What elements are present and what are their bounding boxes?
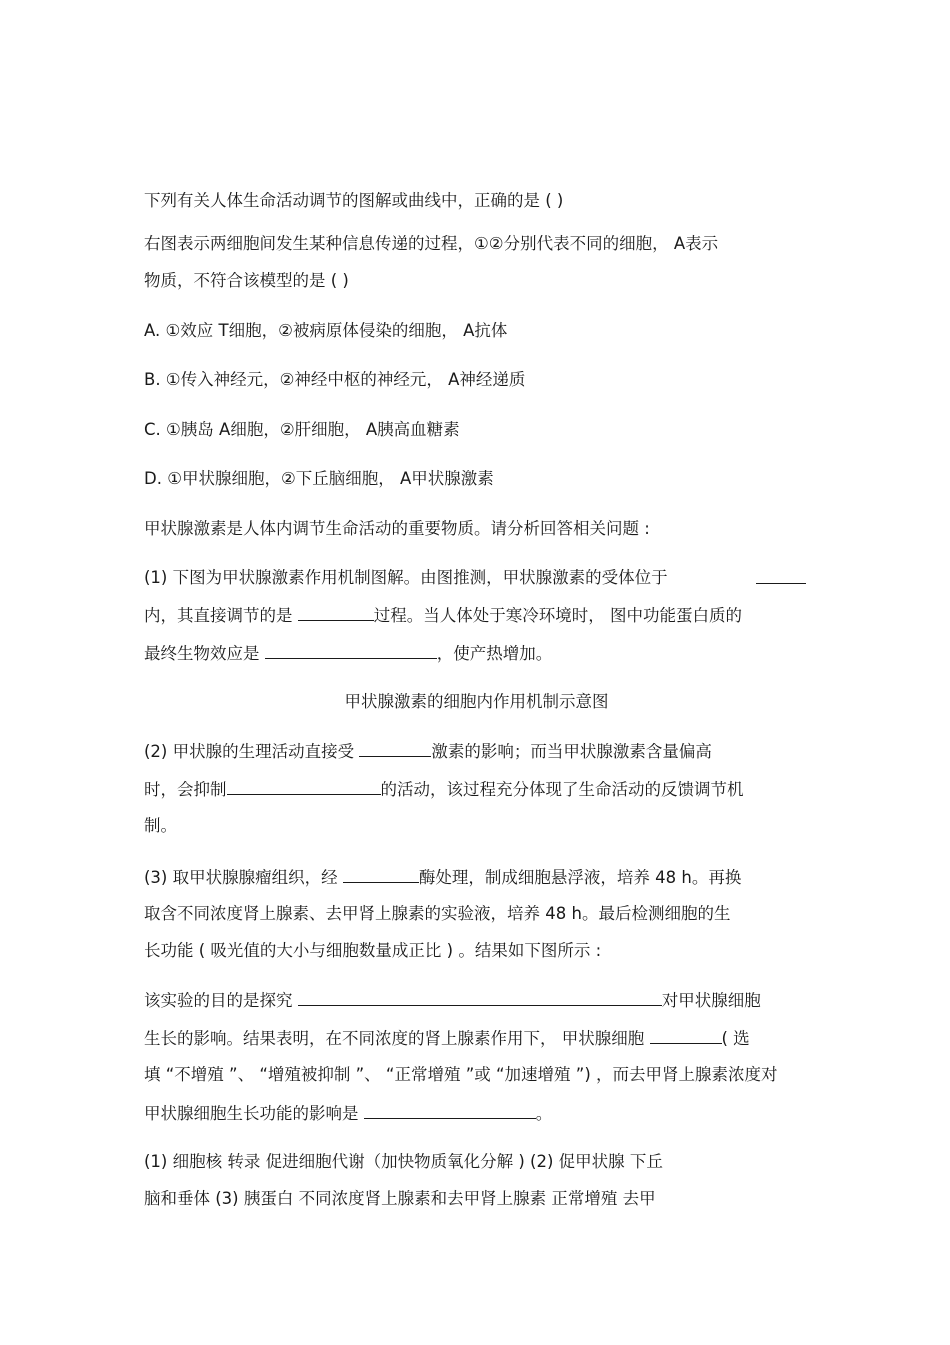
answer-blank [298, 989, 662, 1006]
answer-blank [364, 1102, 536, 1119]
part-1-line-3 [144, 642, 809, 665]
part-1-text: (1) 下图为甲状腺激素作用机制图解。由图推测，甲状腺激素的受体位于 [144, 568, 668, 587]
part-4-text: 该实验的目的是探究 [144, 991, 298, 1010]
question-3-intro: 甲状腺激素是人体内调节生命活动的重要物质。请分析回答相关问题 : [144, 519, 650, 538]
answer-blank [650, 1027, 722, 1044]
part-2-text: 时，会抑制 [144, 780, 227, 799]
part-4-text: 对甲状腺细胞 [661, 991, 761, 1010]
question-1: 下列有关人体生命活动调节的图解或曲线中，正确的是 ( ) [144, 191, 564, 210]
part-3-line-3: 长功能 ( 吸光值的大小与细胞数量成正比 ) 。结果如下图所示 : [144, 941, 602, 960]
part-4-line-4 [144, 1102, 809, 1125]
answer-line-2: 脑和垂体 (3) 胰蛋白 不同浓度肾上腺素和去甲肾上腺素 正常增殖 去甲 [144, 1189, 656, 1208]
part-2-line-1 [144, 740, 809, 763]
part-3-line-2: 取含不同浓度肾上腺素、去甲肾上腺素的实验液，培养 48 h。最后检测细胞的生 [144, 904, 731, 923]
answer-blank [359, 740, 431, 757]
option-b: B. ①传入神经元，②神经中枢的神经元， A神经递质 [144, 370, 526, 389]
option-c: C. ①胰岛 A细胞，②肝细胞， A胰高血糖素 [144, 420, 460, 439]
part-1-text: ，使产热增加。 [436, 644, 553, 663]
part-1-line-1 [144, 567, 809, 589]
part-4-text: ( 选 [721, 1029, 750, 1048]
option-d: D. ①甲状腺细胞，②下丘脑细胞， A甲状腺激素 [144, 469, 494, 488]
answer-blank [265, 642, 437, 659]
option-a: A. ①效应 T细胞，②被病原体侵染的细胞， A抗体 [144, 321, 508, 340]
part-4-line-2 [144, 1027, 809, 1050]
answer-blank [343, 866, 419, 883]
part-2-line-2 [144, 778, 809, 801]
part-4-line-3: 填 “不增殖 ”、 “增殖被抑制 ”、 “正常增殖 ”或 “加速增殖 ”) ，而去甲肾上腺素浓度对 [144, 1065, 778, 1084]
part-4-text: 甲状腺细胞生长功能的影响是 [144, 1104, 364, 1123]
answer-blank [227, 778, 381, 795]
question-2-stem-line-1: 右图表示两细胞间发生某种信息传递的过程，①②分别代表不同的细胞， A表示 [144, 234, 719, 253]
answer-blank [298, 604, 374, 621]
answer-line-1: (1) 细胞核 转录 促进细胞代谢（加快物质氧化分解 ) (2) 促甲状腺 下丘 [144, 1152, 663, 1171]
part-4-text: 。 [535, 1104, 553, 1123]
part-2-text: 激素的影响；而当甲状腺激素含量偏高 [431, 742, 712, 761]
part-2-text: 的活动，该过程充分体现了生命活动的反馈调节机 [380, 780, 744, 799]
part-1-text: 最终生物效应是 [144, 644, 265, 663]
part-1-line-2 [144, 604, 809, 627]
part-2-text: (2) 甲状腺的生理活动直接受 [144, 742, 360, 761]
part-3-line-1 [144, 866, 809, 889]
part-3-text: 酶处理，制成细胞悬浮液，培养 48 h。再换 [418, 868, 742, 887]
answer-blank [756, 567, 806, 584]
figure-caption: 甲状腺激素的细胞内作用机制示意图 [344, 692, 609, 711]
part-1-text: 内，其直接调节的是 [144, 606, 298, 625]
question-2-stem-line-2: 物质，不符合该模型的是 ( ) [144, 271, 349, 290]
part-4-line-1 [144, 989, 809, 1012]
part-4-text: 生长的影响。结果表明，在不同浓度的肾上腺素作用下， 甲状腺细胞 [144, 1029, 650, 1048]
part-3-text: (3) 取甲状腺腺瘤组织，经 [144, 868, 343, 887]
part-1-text: 过程。当人体处于寒冷环境时， 图中功能蛋白质的 [373, 606, 742, 625]
part-2-line-3: 制。 [144, 816, 177, 835]
